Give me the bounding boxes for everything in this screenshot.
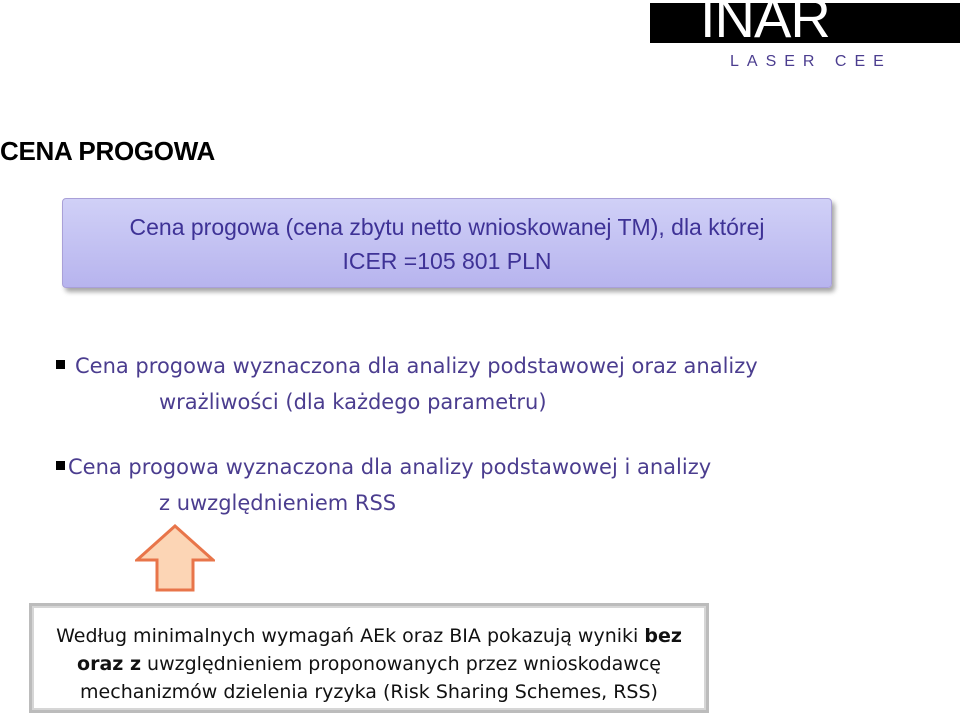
note-line-2-bold: oraz z [77, 653, 142, 675]
square-bullet-icon [56, 360, 65, 369]
note-line-3: mechanizmów dzielenia ryzyka (Risk Sharing Schemes, RSS) [80, 681, 658, 703]
logo-subtitle: LASER CEE [730, 53, 892, 70]
bullet-item-1 [56, 348, 758, 420]
note-box [29, 603, 709, 713]
note-line-1 [32, 622, 706, 650]
bullet-item-2 [56, 449, 711, 521]
note-line-1-bold: bez [644, 625, 682, 647]
square-bullet-icon [56, 461, 65, 470]
note-line-2 [32, 650, 706, 678]
note-line-2-text: uwzględnieniem proponowanych przez wnioskodawcę [141, 653, 661, 675]
definition-line-1: Cena progowa (cena zbytu netto wnioskowanej TM), dla której [129, 214, 765, 240]
bullet-1-line-2: wrażliwości (dla każdego parametru) [159, 390, 547, 414]
logo-main-text: INAR [700, 0, 830, 49]
up-arrow-icon [135, 524, 215, 592]
bullet-2-line-1: Cena progowa wyznaczona dla analizy podstawowej i analizy [68, 455, 712, 479]
definition-line-2: ICER =105 801 PLN [342, 248, 552, 274]
definition-box [62, 198, 832, 288]
note-line-1-text: Według minimalnych wymagań AEk oraz BIA pokazują wyniki [56, 625, 645, 647]
page-title: CENA PROGOWA [0, 136, 216, 166]
bullet-2-line-2: z uwzględnieniem RSS [159, 491, 397, 515]
bullet-1-line-1: Cena progowa wyznaczona dla analizy podstawowej oraz analizy [75, 354, 758, 378]
